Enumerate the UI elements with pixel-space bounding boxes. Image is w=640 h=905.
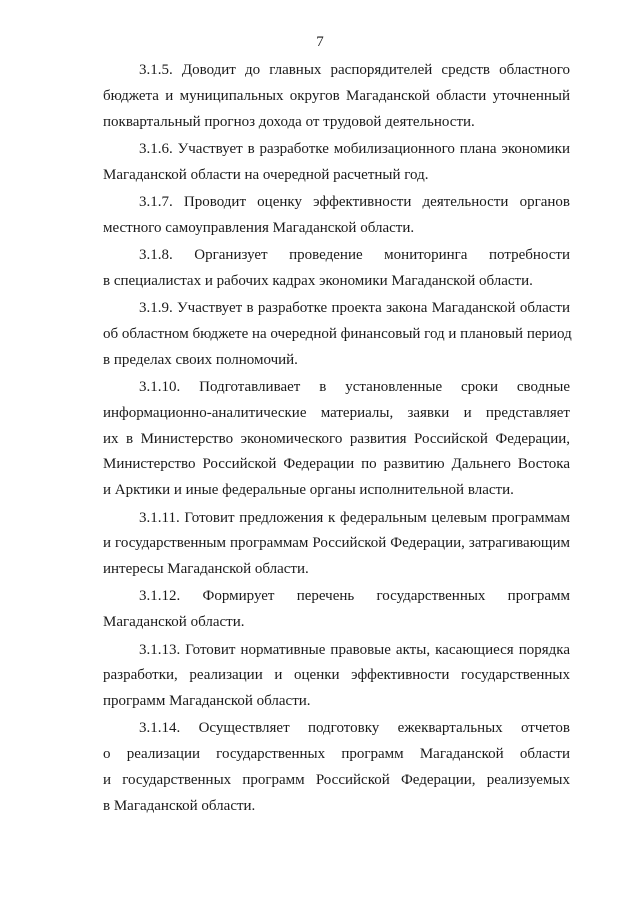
paragraph-line: Магаданской области. <box>103 614 245 631</box>
paragraph-line: их в Министерство экономического развития Российской Федерации, <box>103 430 570 447</box>
paragraph-line: поквартальный прогноз дохода от трудовой деятельности. <box>103 113 475 130</box>
paragraph <box>103 716 570 819</box>
paragraph-line: 3.1.13. Готовит нормативные правовые акты, касающиеся порядка <box>139 641 570 658</box>
paragraph <box>103 584 570 636</box>
paragraph-line: 3.1.10. Подготавливает в установленные сроки сводные <box>139 379 570 396</box>
paragraph-line: 3.1.12. Формирует перечень государственных программ <box>139 588 570 605</box>
paragraph <box>103 243 570 295</box>
page-number: 7 <box>316 34 324 50</box>
paragraph-line: разработки, реализации и оценки эффективности государственных <box>103 667 570 684</box>
paragraph-line: об областном бюджете на очередной финансовый год и плановый период <box>103 325 572 342</box>
paragraph-line: 3.1.9. Участвует в разработке проекта закона Магаданской области <box>139 300 570 317</box>
paragraph-line: местного самоуправления Магаданской области. <box>103 219 415 236</box>
paragraph-line: Министерство Российской Федерации по развитию Дальнего Востока <box>103 456 570 473</box>
paragraph <box>103 296 570 373</box>
paragraph-line: в Магаданской области. <box>103 797 256 814</box>
paragraph-line: бюджета и муниципальных округов Магаданской области уточненный <box>103 87 570 104</box>
paragraph-line: и Арктики и иные федеральные органы исполнительной власти. <box>103 482 514 499</box>
paragraph-line: интересы Магаданской области. <box>103 561 309 578</box>
paragraph-line: 3.1.7. Проводит оценку эффективности деятельности органов <box>139 193 570 210</box>
document-body <box>103 58 570 821</box>
paragraph-line: 3.1.6. Участвует в разработке мобилизационного плана экономики <box>139 140 570 157</box>
paragraph-line: о реализации государственных программ Магаданской области <box>103 746 570 763</box>
paragraph-line: 3.1.11. Готовит предложения к федеральным целевым программам <box>139 509 570 526</box>
paragraph <box>103 506 570 583</box>
paragraph <box>103 137 570 189</box>
paragraph <box>103 375 570 504</box>
paragraph-line: программ Магаданской области. <box>103 693 311 710</box>
paragraph <box>103 58 570 135</box>
paragraph-line: в пределах своих полномочий. <box>103 351 298 368</box>
paragraph-line: 3.1.8. Организует проведение мониторинга потребности <box>139 247 570 264</box>
paragraph-line: в специалистах и рабочих кадрах экономики Магаданской области. <box>103 272 533 289</box>
paragraph-line: 3.1.5. Доводит до главных распорядителей средств областного <box>139 62 570 78</box>
paragraph-line: и государственных программ Российской Федерации, реализуемых <box>103 772 570 789</box>
paragraph-line: 3.1.14. Осуществляет подготовку ежеквартальных отчетов <box>139 720 570 737</box>
paragraph-line: Магаданской области на очередной расчетный год. <box>103 166 429 183</box>
paragraph <box>103 638 570 715</box>
paragraph-line: информационно-аналитические материалы, заявки и представляет <box>103 404 570 421</box>
paragraph <box>103 190 570 242</box>
paragraph-line: и государственным программам Российской Федерации, затрагивающим <box>103 535 570 552</box>
